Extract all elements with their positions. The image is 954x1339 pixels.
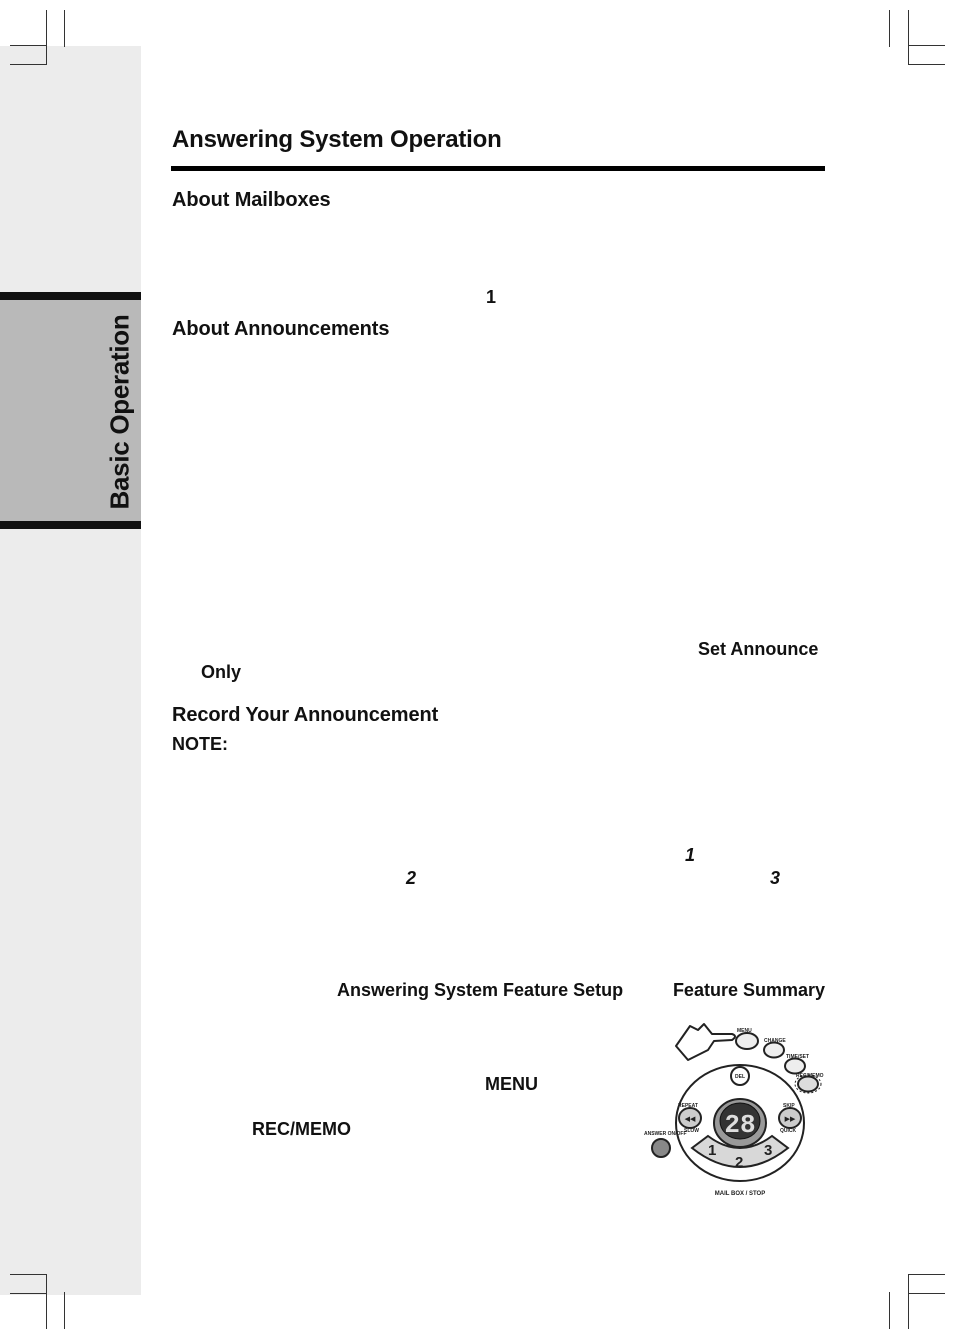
answer-on-off-label: ANSWER ON/OFF <box>644 1131 687 1137</box>
heading-about-announcements: About Announcements <box>172 318 390 340</box>
mailbox-key-1: 1 <box>708 1142 717 1159</box>
heading-about-mailboxes: About Mailboxes <box>172 189 331 211</box>
feature-summary-ref: Feature Summary <box>672 980 825 1000</box>
mailbox-number-1: 1 <box>486 287 497 307</box>
menu-button-label: MENU <box>737 1028 752 1034</box>
menu-button <box>736 1033 758 1049</box>
answer-on-off-button <box>652 1139 670 1157</box>
time-set-button <box>785 1059 805 1074</box>
pointing-hand-icon <box>676 1024 735 1060</box>
set-announce-term: Set Announce <box>698 639 819 659</box>
forward-symbol: ▶▶ <box>784 1116 796 1123</box>
title-rule <box>171 166 825 171</box>
section-tab-label: Basic Operation <box>104 314 135 510</box>
mailbox-ref-1: 1 <box>685 845 696 865</box>
delete-button-label: DEL <box>735 1074 745 1080</box>
slow-label: SLOW <box>684 1128 699 1134</box>
time-set-button-label: TIME/SET <box>786 1054 810 1060</box>
mailbox-ref-2: 2 <box>406 868 417 888</box>
rec-memo-key-ref: REC/MEMO <box>252 1119 351 1139</box>
mailbox-key-3: 3 <box>764 1142 773 1159</box>
feature-setup-ref: Answering System Feature Setup <box>337 980 624 1000</box>
mailbox-stop-label: MAIL BOX / STOP <box>714 1191 766 1197</box>
only-term: Only <box>201 662 242 682</box>
change-button <box>764 1043 784 1058</box>
heading-record-announcement: Record Your Announcement <box>172 704 439 726</box>
sidebar-background <box>0 46 141 1295</box>
rec-memo-button-label: REC/MEMO <box>796 1073 824 1079</box>
menu-key-ref: MENU <box>485 1074 538 1094</box>
skip-label: SKIP <box>783 1103 795 1109</box>
rewind-symbol: ◀◀ <box>684 1116 696 1123</box>
change-button-label: CHANGE <box>764 1038 786 1044</box>
answering-machine-illustration <box>640 1008 835 1203</box>
note-label: NOTE: <box>172 734 228 754</box>
mailbox-key-2: 2 <box>735 1154 744 1171</box>
display-digits: 28 <box>724 1110 756 1140</box>
repeat-label: REPEAT <box>678 1103 698 1109</box>
quick-label: QUICK <box>780 1128 797 1134</box>
page-title: Answering System Operation <box>172 126 502 153</box>
mailbox-ref-3: 3 <box>770 868 781 888</box>
